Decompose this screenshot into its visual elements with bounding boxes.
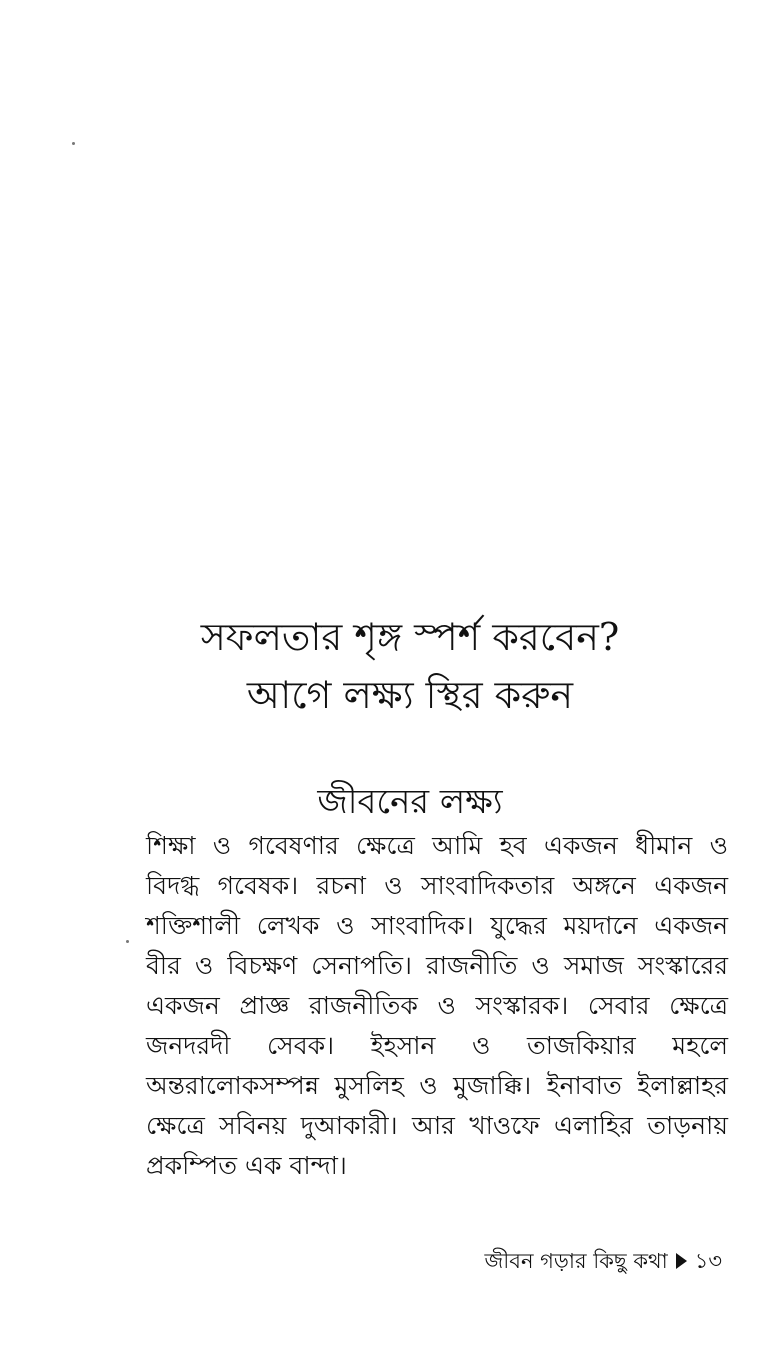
page-footer — [484, 1245, 722, 1277]
chapter-title — [0, 608, 780, 724]
chapter-title-line-2: আগে লক্ষ্য স্থির করুন — [246, 673, 574, 717]
chapter-title-line-1: সফলতার শৃঙ্গ স্পর্শ করবেন? — [200, 615, 620, 659]
paragraph-line: একজন প্রাজ্ঞ রাজনীতিক ও সংস্কারক। সেবার ক্ষেত্রে — [146, 991, 728, 1020]
paragraph-line: শক্তিশালী লেখক ও সাংবাদিক। যুদ্ধের ময়দানে একজন — [146, 911, 728, 940]
running-book-title: জীবন গড়ার কিছু কথা — [484, 1249, 668, 1273]
section-heading: জীবনের লক্ষ্য — [317, 782, 503, 822]
paragraph-line: প্রকম্পিত এক বান্দা। — [146, 1151, 347, 1180]
paragraph-line: অন্তরালোকসম্পন্ন মুসলিহ ও মুজাক্কি। ইনাবাত ইলাল্লাহর — [146, 1071, 728, 1100]
body-paragraph — [146, 826, 728, 1186]
page-number: ১৩ — [694, 1249, 722, 1273]
paragraph-line: ক্ষেত্রে সবিনয় দুআকারী। আর খাওফে এলাহির তাড়নায় — [146, 1111, 728, 1140]
paragraph-line: বিদগ্ধ গবেষক। রচনা ও সাংবাদিকতার অঙ্গনে একজন — [146, 871, 728, 900]
paragraph-line: শিক্ষা ও গবেষণার ক্ষেত্রে আমি হব একজন ধীমান ও — [146, 831, 728, 860]
paper-speck — [72, 142, 75, 145]
paragraph-line: বীর ও বিচক্ষণ সেনাপতি। রাজনীতি ও সমাজ সংস্কারের — [146, 951, 728, 980]
paper-speck — [126, 940, 129, 943]
triangle-right-icon — [676, 1253, 687, 1269]
paragraph-line: জনদরদী সেবক। ইহসান ও তাজকিয়ার মহলে — [146, 1031, 728, 1060]
